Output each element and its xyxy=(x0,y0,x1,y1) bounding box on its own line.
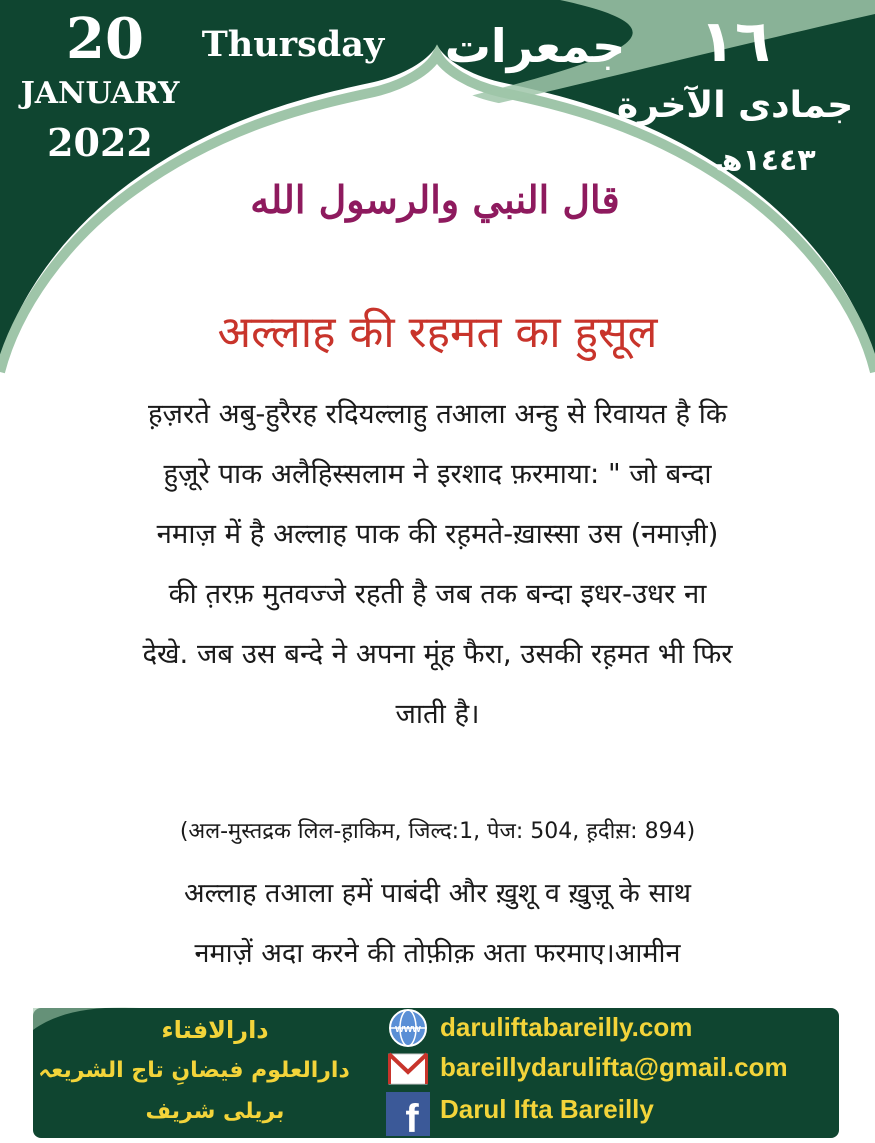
weekday-urdu: جمعرات xyxy=(444,19,626,73)
footer-org-line1: دارالافتاء xyxy=(161,1016,269,1044)
hadith-line: जाती है। xyxy=(395,698,480,730)
hijri-year: ١٤٤٣ھ xyxy=(714,143,816,178)
facebook-link[interactable]: Darul Ifta Bareilly xyxy=(440,1094,654,1124)
hadith-line: ह़ज़रते अबु-हुरैरह रदियल्लाहु तआला अन्हु से रिवायत है कि xyxy=(147,398,728,430)
hadith-line: नमाज़ में है अल्लाह पाक की रह़मते-ख़ास्सा उस (नमाज़ी) xyxy=(156,518,719,550)
page-title: अल्लाह की रहमत का हुसूल xyxy=(217,307,658,358)
weekday-english: Thursday xyxy=(201,24,385,65)
website-link[interactable]: daruliftabareilly.com xyxy=(440,1012,693,1042)
facebook-icon xyxy=(386,1092,430,1136)
hadith-line: की त़रफ़ मुतवज्जे रहती है जब तक बन्दा इधर-उधर ना xyxy=(168,578,707,610)
footer-org-line3: بریلی شریف xyxy=(145,1099,285,1124)
hadith-line: देखे. जब उस बन्दे ने अपना मूंह फैरा, उसकी रह़मत भी फिर xyxy=(142,638,733,670)
hadith-line: हुज़ूरे पाक अलैहिस्सलाम ने इरशाद फ़रमाया: " जो बन्दा xyxy=(163,458,712,490)
footer-org-line2: دارالعلوم فیضانِ تاج الشریعہ xyxy=(38,1058,350,1083)
globe-icon xyxy=(388,1008,428,1048)
hijri-day-number: ١٦ xyxy=(699,7,771,75)
mail-icon xyxy=(388,1052,428,1086)
dua-line: नमाज़ें अदा करने की तोफ़ीक़ अता फरमाए।आमीन xyxy=(194,938,681,969)
facebook-icon-label: f xyxy=(405,1097,419,1136)
date-month: JANUARY xyxy=(20,76,180,111)
hadith-reference: (अल-मुस्तद्रक लिल-ह़ाकिम, जिल्द:1, पेज: 504, ह़दीस़: 894) xyxy=(179,819,696,844)
globe-icon-label: www xyxy=(395,1023,421,1035)
calligraphy-heading: قال النبي والرسول الله xyxy=(250,177,620,222)
date-day-number: 20 xyxy=(66,6,144,72)
hadith-text xyxy=(10,384,865,744)
hijri-month: جمادى الآخرة xyxy=(616,85,854,126)
dua-line: अल्लाह तआला हमें पाबंदी और ख़ुशू व ख़ुज़ू के साथ xyxy=(183,878,691,909)
dua-text xyxy=(20,864,855,984)
email-link[interactable]: bareillydarulifta@gmail.com xyxy=(440,1052,788,1082)
date-year: 2022 xyxy=(47,120,153,165)
